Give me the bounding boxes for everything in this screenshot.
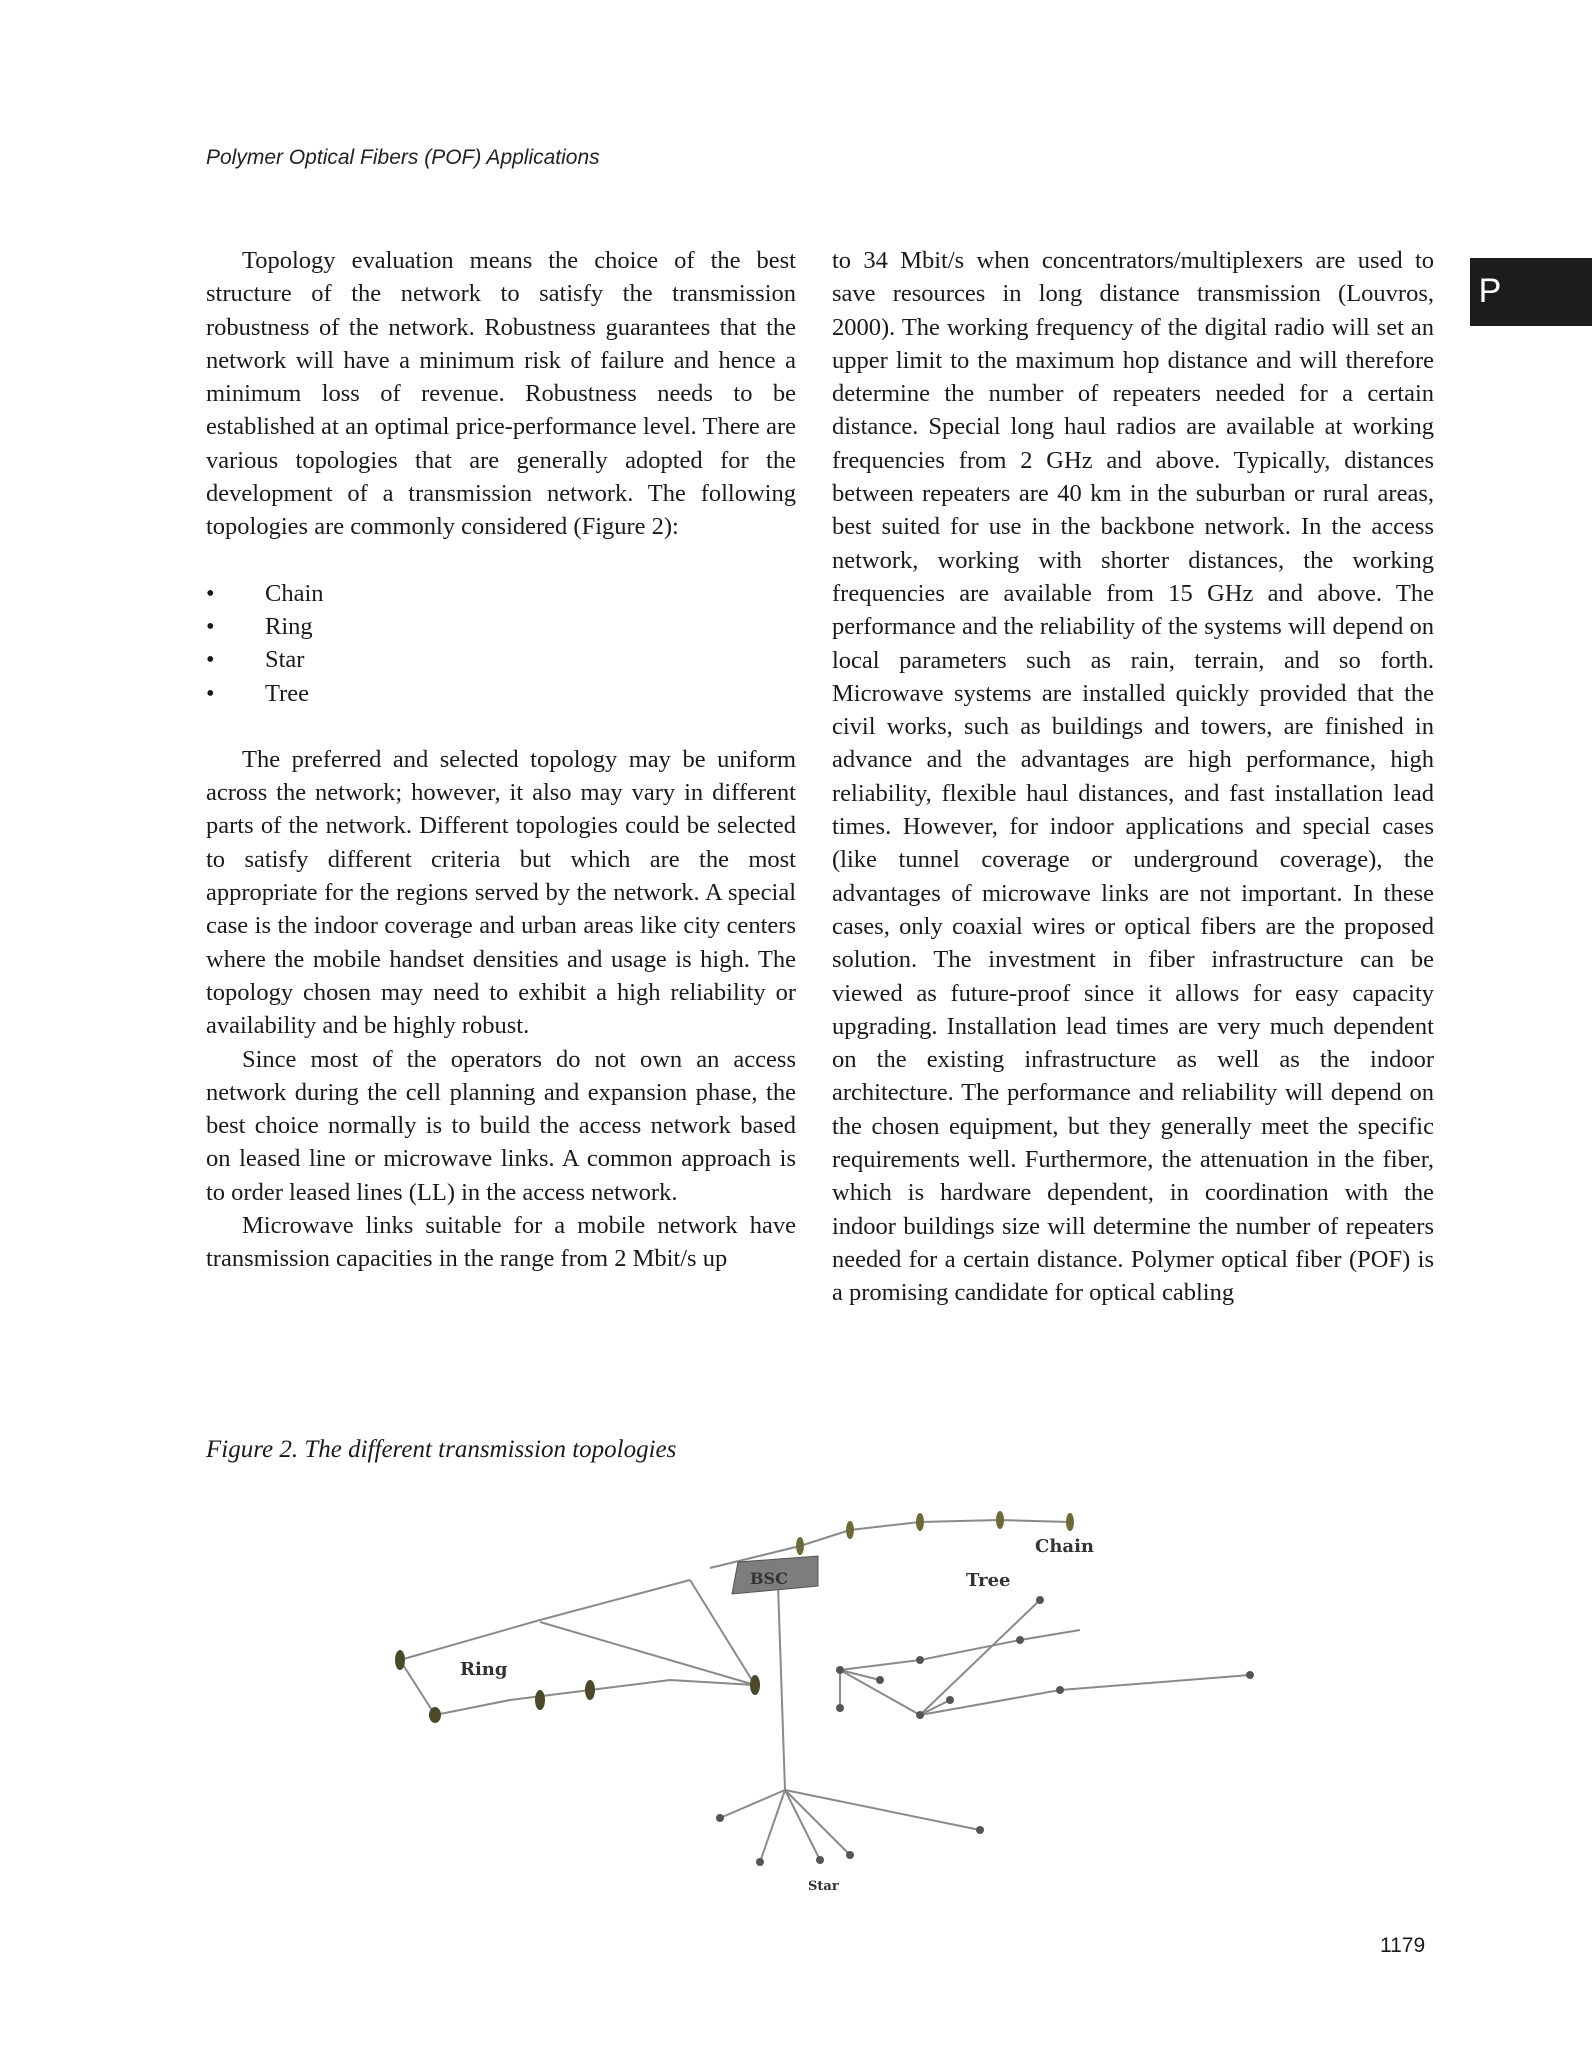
bullet-icon: • [206, 579, 215, 607]
left-column [206, 244, 796, 1276]
ring-node [429, 1707, 441, 1723]
tree-node [836, 1666, 844, 1674]
chain-node [796, 1537, 804, 1555]
ring-node [750, 1675, 760, 1695]
page-number: 1179 [1380, 1934, 1426, 1957]
tree-node [1036, 1596, 1044, 1604]
list-item: • Ring [206, 610, 796, 643]
star-node [816, 1856, 824, 1864]
section-tab-letter: P [1478, 272, 1502, 310]
bsc-node [732, 1556, 818, 1594]
chain-label: Chain [1035, 1536, 1095, 1557]
running-head: Polymer Optical Fibers (POF) Applications [206, 146, 600, 169]
bsc-label: BSC [750, 1569, 788, 1588]
ring-node [395, 1650, 405, 1670]
star-node [846, 1851, 854, 1859]
chain-node [846, 1521, 854, 1539]
tree-node [836, 1704, 844, 1712]
paragraph: Since most of the operators do not own an access network during the cell planning and expansion phase, the best choice normally is to build the access network based on leased line or microwave links. A common approach is to order leased lines (LL) in the access network. [206, 1045, 796, 1206]
tree-node [1056, 1686, 1064, 1694]
tree-node [1246, 1671, 1254, 1679]
list-item: • Chain [206, 577, 796, 610]
topology-links [400, 1520, 1250, 1862]
section-tab [1470, 258, 1592, 326]
star-node [716, 1814, 724, 1822]
star-label: Star [808, 1879, 839, 1890]
tree-label: Tree [966, 1570, 1011, 1591]
paragraph: The preferred and selected topology may be uniform across the network; however, it also may vary in different parts of the network. Different topologies could be selected to satisfy different criteria but which are the most appropriate for the regions served by the network. A special case is the indoor coverage and urban areas like city centers where the mobile handset densities and usage is high. The topology chosen may need to exhibit a high reliability or availability and be highly robust. [206, 745, 796, 1040]
ring-label: Ring [460, 1659, 508, 1680]
figure-caption: Figure 2. The different transmission topologies [206, 1436, 677, 1463]
topology-figure [360, 1490, 1280, 1890]
list-item: • Tree [206, 677, 796, 710]
star-node [976, 1826, 984, 1834]
bullet-icon: • [206, 679, 215, 707]
right-column [832, 244, 1434, 1310]
paragraph: Topology evaluation means the choice of the best structure of the network to satisfy the transmission robustness of the network. Robustness guarantees that the network will have a minimum risk of failure and hence a minimum loss of revenue. Robustness needs to be established at an optimal price-performance level. There are various topologies that are generally adopted for the development of a transmission network. The following topologies are commonly considered (Figure 2): [206, 247, 796, 541]
tree-node [876, 1676, 884, 1684]
ring-node [585, 1680, 595, 1700]
topology-diagram [360, 1490, 1280, 1890]
tree-node [946, 1696, 954, 1704]
tree-node [916, 1711, 924, 1719]
bullet-icon: • [206, 612, 215, 640]
ring-node [535, 1690, 545, 1710]
tree-node [916, 1656, 924, 1664]
chain-node [916, 1513, 924, 1531]
star-node [756, 1858, 764, 1866]
chain-node [1066, 1513, 1074, 1531]
topology-list [206, 577, 796, 710]
list-item: • Star [206, 643, 796, 676]
chain-node [996, 1511, 1004, 1529]
paragraph: Microwave links suitable for a mobile network have transmission capacities in the range from 2 Mbit/s up [206, 1212, 796, 1273]
paragraph: to 34 Mbit/s when concentrators/multiplexers are used to save resources in long distance transmission (Louvros, 2000). The working frequency of the digital radio will set an upper limit to the maximum hop distance and will therefore determine the number of repeaters needed for a certain distance. Special long haul radios are available at working frequencies from 2 GHz and above. Typically, distances between repeaters are 40 km in the suburban or rural areas, best suited for use in the backbone network. In the access network, working with shorter distances, the working frequencies are available from 15 GHz and above. The performance and the reliability of the systems will depend on local parameters such as rain, terrain, and so forth. Microwave systems are installed quickly provided that the civil works, such as buildings and towers, are finished in advance and the advantages are high performance, high reliability, flexible haul distances, and fast installation lead times. However, for indoor applications and special cases (like tunnel coverage or underground coverage), the advantages of microwave links are not important. In these cases, only coaxial wires or optical fibers are the proposed solution. The investment in fiber infrastructure can be viewed as future-proof since it allows for easy capacity upgrading. Installation lead times are very much dependent on the existing infrastructure as well as the indoor architecture. The performance and reliability will depend on the chosen equipment, but they generally meet the specific requirements well. Furthermore, the attenuation in the fiber, which is hardware dependent, in coordination with the indoor buildings size will determine the number of repeaters needed for a certain distance. Polymer optical fiber (POF) is a promising candidate for optical cabling [832, 247, 1434, 1307]
tree-node [1016, 1636, 1024, 1644]
bullet-icon: • [206, 646, 215, 674]
tree-nodes [836, 1596, 1254, 1719]
